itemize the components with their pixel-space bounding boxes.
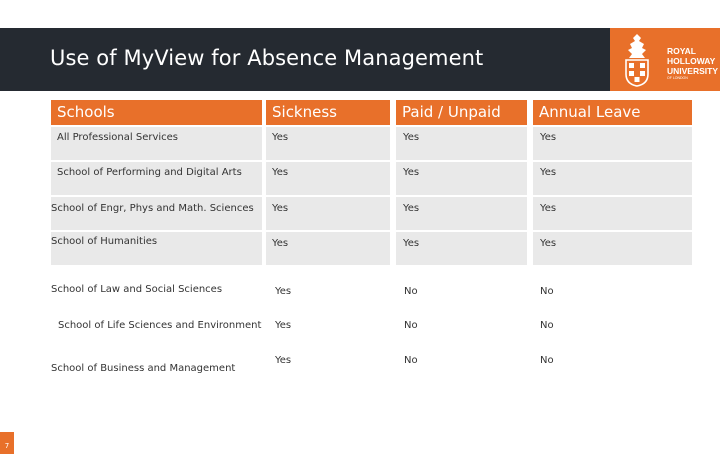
logo-line-1: ROYAL [667, 46, 696, 56]
logo-wordmark [667, 46, 718, 81]
row-6-school: School of Life Sciences and Environment [58, 320, 262, 331]
page-number: 7 [0, 432, 14, 454]
header-schools: Schools [51, 100, 262, 125]
row-5-annual: No [540, 286, 554, 297]
logo-line-2: HOLLOWAY [667, 56, 716, 66]
row-2-sickness: Yes [272, 167, 289, 178]
row-1-paid: Yes [403, 132, 420, 143]
row-1-annual: Yes [540, 132, 557, 143]
row-3-sickness: Yes [272, 203, 289, 214]
university-logo [610, 28, 720, 91]
row-4-annual-cell [533, 232, 692, 265]
row-2-annual-cell [533, 162, 692, 195]
slide-title: Use of MyView for Absence Management [50, 46, 484, 70]
header-paid-unpaid: Paid / Unpaid [396, 100, 527, 125]
row-6-sickness: Yes [275, 320, 292, 331]
row-5-sickness: Yes [275, 286, 292, 297]
row-2-annual: Yes [540, 167, 557, 178]
row-7-paid: No [404, 355, 418, 366]
logo-line-4: OF LONDON [667, 76, 688, 80]
row-2-paid: Yes [403, 167, 420, 178]
row-4-annual: Yes [540, 238, 557, 249]
row-6-annual: No [540, 320, 554, 331]
row-3-school: School of Engr, Phys and Math. Sciences [51, 203, 254, 214]
row-5-paid: No [404, 286, 418, 297]
row-3-annual: Yes [540, 203, 557, 214]
row-7-annual: No [540, 355, 554, 366]
header-annual-leave: Annual Leave [533, 100, 692, 125]
row-1-annual-cell [533, 127, 692, 160]
crest-icon [622, 32, 652, 87]
row-6-paid: No [404, 320, 418, 331]
row-7-school: School of Business and Management [51, 363, 236, 374]
row-5-school: School of Law and Social Sciences [51, 284, 223, 295]
row-1-school: All Professional Services [57, 132, 179, 143]
row-4-school: School of Humanities [51, 236, 158, 247]
header-sickness: Sickness [266, 100, 390, 125]
logo-line-3: UNIVERSITY [667, 66, 719, 76]
row-3-annual-cell [533, 197, 692, 230]
row-4-sickness: Yes [272, 238, 289, 249]
row-3-paid: Yes [403, 203, 420, 214]
row-7-sickness: Yes [275, 355, 292, 366]
row-1-sickness: Yes [272, 132, 289, 143]
row-4-paid: Yes [403, 238, 420, 249]
row-2-school: School of Performing and Digital Arts [57, 167, 242, 178]
